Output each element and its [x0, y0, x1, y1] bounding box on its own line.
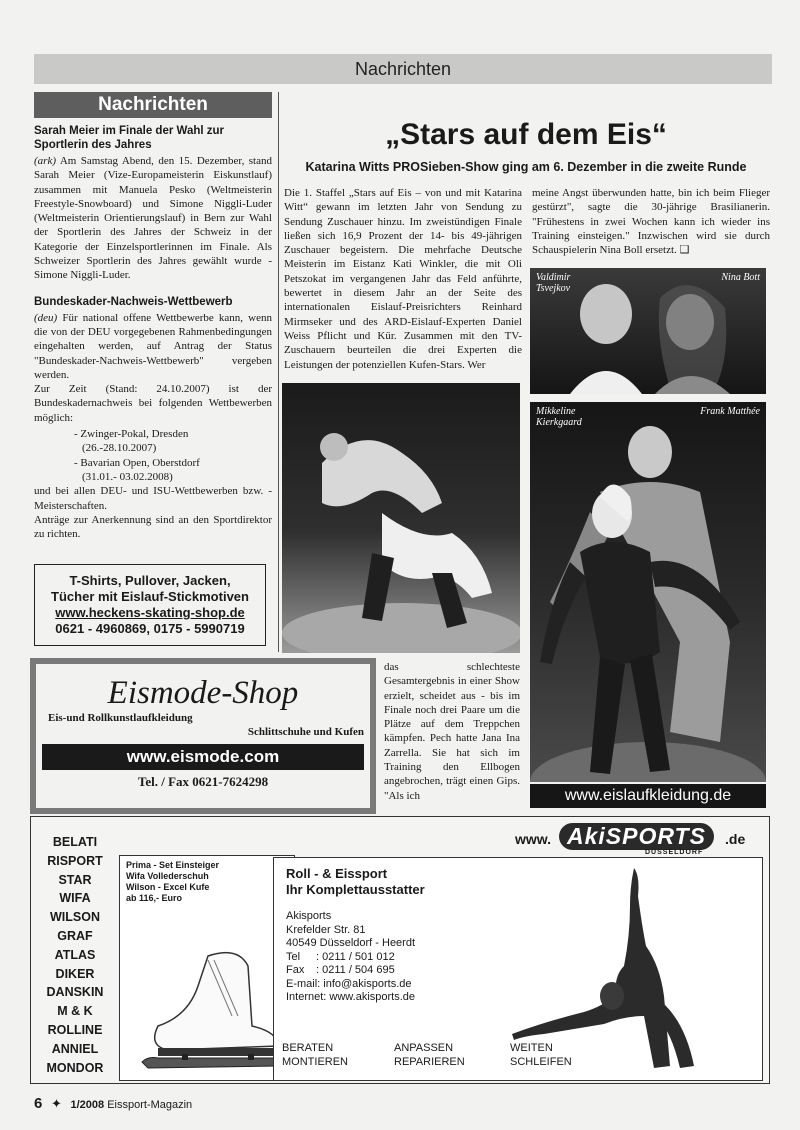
news-item1-text: Am Samstag Abend, den 15. Dezember, stand Sarah Meier (Vize-Europameisterin Eiskunstlauf) zusammen mit Manuela Pesko (Weltmeisterin Freestyle-Snowboard) und Simone Niggli-Luder (Weltmeisterin Orientierungslauf) in Bern zur Wahl der Sportlerin des Jahres der Schweiz in der Kategorie der Einzelsportlerinnen im Finale. Als Schweizer Sportlerin des Jahres gewählt wurde - Simone Niggli-Luder. [34, 155, 272, 282]
logo-prefix: www. [515, 831, 552, 847]
aki-headline1: Roll - & Eissport [286, 866, 388, 881]
news-item2-text1: Für national offene Wettbewerbe kann, wenn die von der DEU vorgegebenen Rahmenbedingungen eingehalten werden, auf Antrag der Status "Bundeskader-Nachweis-Wettbewerb" vergeben werden. [34, 311, 272, 381]
service-item: ANPASSEN [394, 1042, 454, 1054]
akisports-ad [30, 816, 770, 1084]
news-item2-body2: Zur Zeit (Stand: 24.10.2007) ist der Bundeskadernachweis bei folgenden Wettbewerben möglich: [34, 383, 272, 424]
page-footer [34, 1094, 192, 1114]
eismode-phone: Tel. / Fax 0621-7624298 [137, 774, 269, 789]
eismode-sub-left: Eis-und Rollkunstlaufkleidung [48, 712, 193, 724]
logo-main: AkiSPORTS [559, 823, 714, 850]
caption-right-1: Nina Bott [721, 272, 760, 283]
brand-item: STAR [58, 872, 92, 887]
caption-left-1: Valdimir Tsvejkov [536, 272, 571, 294]
service-col [282, 1042, 348, 1069]
photo-pair-skating [282, 383, 520, 653]
article-subtitle: Katarina Witts PROSieben-Show ging am 6. Dezember in die zweite Runde [305, 160, 747, 174]
competition-name: - Bavarian Open, Oberstdorf [74, 456, 200, 469]
aki-headline2: Ihr Komplettausstatter [286, 882, 425, 897]
news-item1-body [34, 154, 272, 283]
offer-line: Prima - Set Einsteiger [126, 860, 220, 870]
skater-couple-illustration [530, 402, 766, 782]
news-column [34, 92, 272, 541]
email-line[interactable]: E-mail: info@akisports.de [286, 977, 412, 990]
page-number: 6 [34, 1095, 43, 1112]
photo-portrait-pair [530, 268, 766, 394]
page-title: Nachrichten [354, 59, 452, 79]
address-line: Krefelder Str. 81 [286, 923, 366, 936]
competition-list [34, 427, 272, 484]
news-item2-body1 [34, 311, 272, 382]
service-item: REPARIEREN [394, 1055, 465, 1068]
brand-item: GRAF [57, 928, 93, 943]
brand-item: RISPORT [47, 853, 103, 868]
eismode-ad [30, 658, 376, 814]
brand-item: ANNIEL [51, 1041, 99, 1056]
logo-suffix: .de [725, 831, 746, 847]
brand-item: WILSON [50, 910, 100, 925]
brand-item: BELATI [52, 835, 98, 849]
competition-date: (31.01.- 03.02.2008) [82, 470, 173, 483]
photo-mikkeline-frank [530, 402, 766, 782]
page-header [34, 54, 772, 84]
column-divider [278, 92, 279, 652]
heckens-phone: 0621 - 4960869, 0175 - 5990719 [55, 621, 245, 636]
offer-line: Wilson - Excel Kufe [126, 882, 210, 892]
address-line: 40549 Düsseldorf - Heerdt [286, 937, 416, 949]
service-item: SCHLEIFEN [510, 1055, 572, 1068]
magazine-logo-icon: ✦ [50, 1096, 62, 1111]
skaters-illustration [282, 383, 520, 653]
brand-list [33, 833, 117, 1077]
akisports-logo[interactable] [515, 821, 767, 857]
competition-date: (26.-28.10.2007) [82, 442, 157, 455]
news-item2-body3: und bei allen DEU- und ISU-Wettbewerben bzw. -Meisterschaften. [34, 485, 272, 512]
logo-city: DÜSSELDORF [645, 849, 704, 856]
internet-line[interactable]: Internet: www.akisports.de [286, 991, 416, 1003]
news-item1-lead: (ark) [34, 155, 56, 167]
service-item: MONTIEREN [282, 1055, 348, 1068]
eislaufkleidung-banner[interactable]: www.eislaufkleidung.de [530, 784, 766, 808]
eismode-logo: Eismode-Shop [107, 675, 299, 711]
article-col2 [532, 186, 770, 257]
caption-left-2: Mikkeline Kierkgaard [536, 406, 582, 428]
heckens-ad [34, 564, 266, 646]
heckens-line1: T-Shirts, Pullover, Jacken, [69, 573, 231, 588]
eismode-sub-right: Schlittschuhe und Kufen [247, 726, 364, 738]
offer-line: Wifa Vollederschuh [126, 871, 209, 881]
brand-item: DANSKIN [46, 985, 104, 1000]
skater-silhouette-icon [484, 866, 754, 1076]
competition-name: - Zwinger-Pokal, Dresden [74, 428, 189, 441]
heckens-line2: Tücher mit Eislauf-Stickmotiven [51, 589, 249, 604]
eismode-url[interactable]: www.eismode.com [42, 744, 364, 770]
brand-item: ROLLINE [47, 1022, 103, 1037]
heckens-url[interactable]: www.heckens-skating-shop.de [55, 605, 245, 620]
issue-number: 1/2008 [70, 1099, 105, 1111]
news-item2-lead: (deu) [34, 311, 58, 324]
tel-label: Tel [286, 950, 301, 963]
offer-line: ab 116,- Euro [126, 893, 183, 903]
article-title: „Stars auf dem Eis“ [385, 118, 667, 151]
address-line: Akisports [286, 910, 332, 922]
service-item: WEITEN [510, 1042, 553, 1054]
article-col2-text: meine Angst überwunden hatte, bin ich beim Flieger gestürzt", sagte die 30-jährige Brasilianerin. "Frühestens in zwei Wochen kann ich wieder ins Training einsteigen." Inzwischen wird sie durch Schauspielerin Nina Boll ersetzt. [532, 187, 770, 257]
fax-label: Fax [286, 964, 305, 976]
brand-item: MONDOR [46, 1060, 104, 1075]
offer-panel [119, 855, 295, 1081]
service-item: BERATEN [282, 1042, 334, 1054]
article-end-mark: ❑ [679, 244, 690, 257]
article-col1b: das schlechteste Gesamtergebnis in einer Show erzielt, scheidet aus - bis im Finale noch drei Paare um die Plätze auf dem Treppchen kämpfen. Pech hatte Jana Ina Zarrella. Sie hat sich im Training den Ellbogen angebrochen, trägt einen Gips. "Als ich [384, 661, 520, 802]
offer-text [120, 856, 294, 908]
caption-right-2: Frank Matthée [700, 406, 760, 417]
fax-value: : 0211 / 504 695 [316, 964, 395, 976]
ice-skate-icon [128, 946, 288, 1076]
news-item1-title: Sarah Meier im Finale der Wahl zur Sportlerin des Jahres [34, 125, 225, 151]
magazine-name: Eissport-Magazin [107, 1099, 193, 1111]
news-heading: Nachrichten [34, 92, 272, 118]
article-col1: Die 1. Staffel „Stars auf Eis – von und mit Katarina Witt“ gewann im letzten Jahr von Sendung zu Sendung Zuschauer hinzu. Im zweistündigen Finale ließen sich 16,9 Prozent der 14- bis 49-jährigen Zuschauer begeistern. Die mehrfache Deutsche Meisterin im Eistanz Kati Winkler, die mit Oli Petszokat im vergangenen Jahr das Feld anführte, bewertet in diesem Jahr an der Seite des internationalen Eislauf-Preisrichters Reinhard Mirmseker und des ARD-Eislauf-Experten Daniel Weiss Pflicht und Kür. Zusammen mit den TV-Zuschauern beurteilen die drei Experten die Leistungen der potenziellen Kufen-Stars. Wer [284, 187, 522, 371]
aki-info-panel [273, 857, 763, 1081]
news-item2-title: Bundeskader-Nachweis-Wettbewerb [34, 295, 233, 308]
brand-item: M & K [57, 1004, 93, 1019]
brand-item: WIFA [59, 891, 91, 906]
news-item2-body4: Anträge zur Anerkennung sind an den Sportdirektor zu richten. [34, 513, 272, 541]
service-col [394, 1042, 465, 1069]
brand-item: DIKER [55, 966, 95, 981]
brand-item: ATLAS [54, 947, 96, 962]
tel-value: : 0211 / 501 012 [316, 950, 395, 963]
